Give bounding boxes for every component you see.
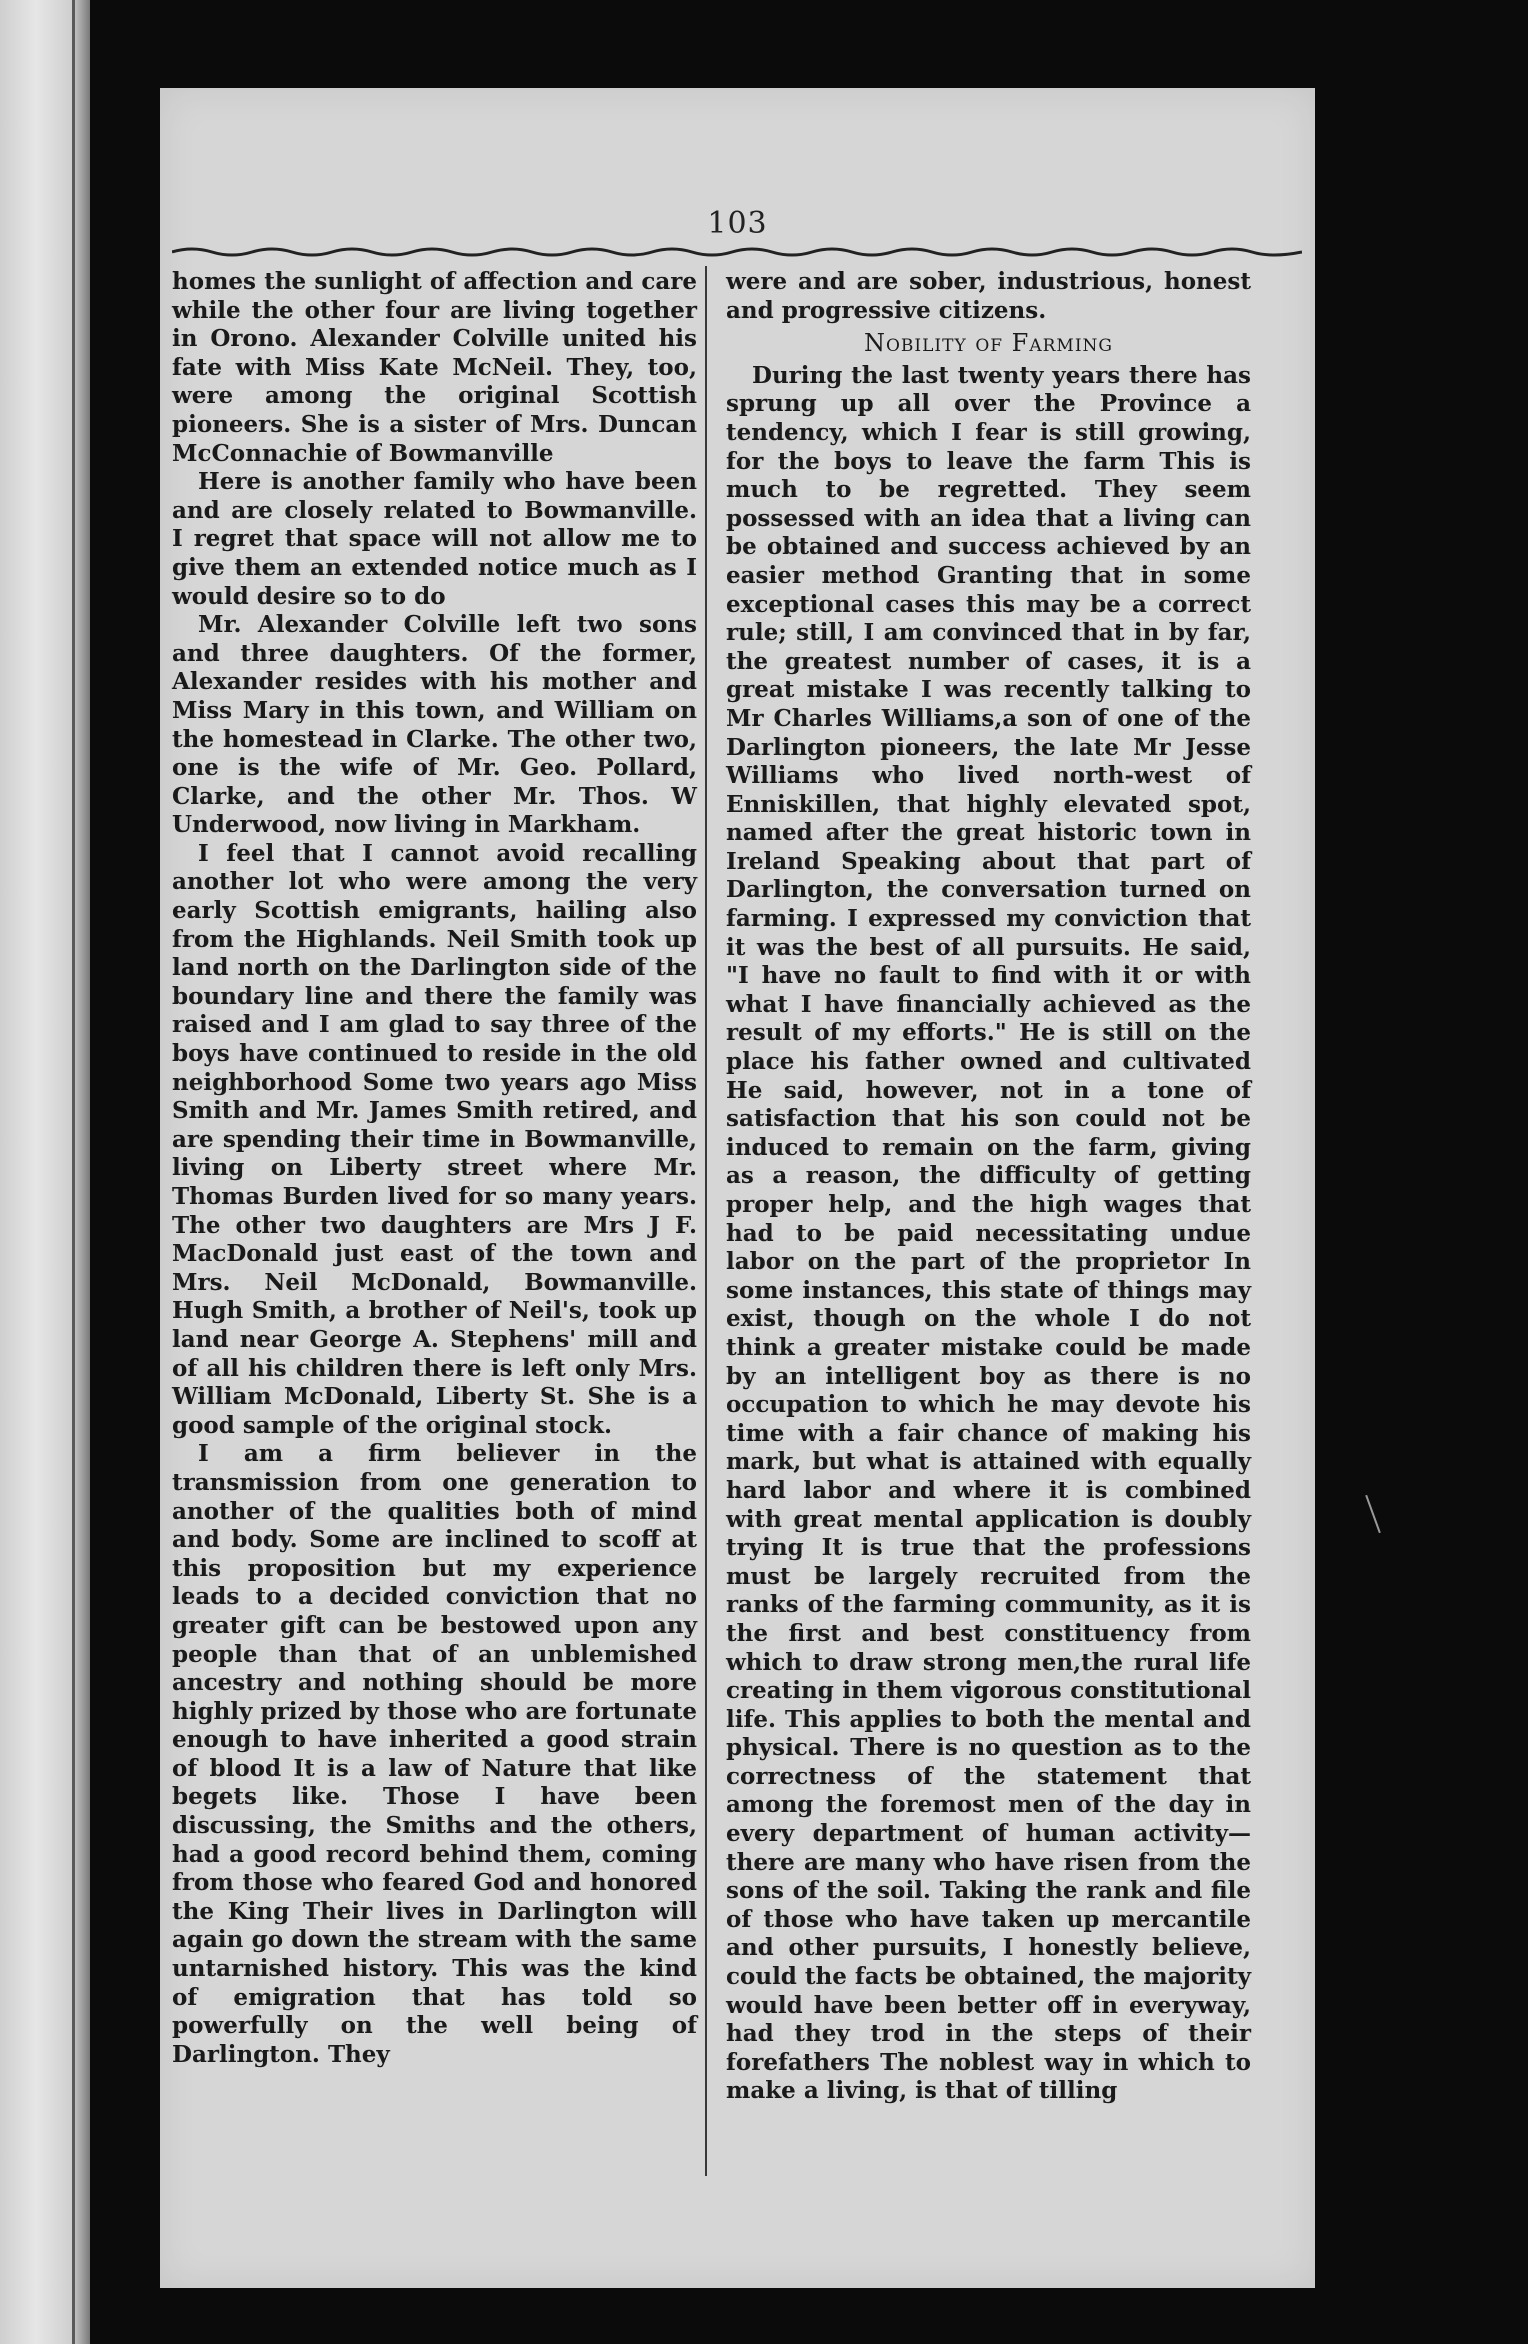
- header-wavy-rule: [172, 238, 1302, 268]
- margin-pencil-mark: [1365, 1495, 1381, 1533]
- page-number: 103: [707, 206, 768, 241]
- book-page: [160, 88, 1315, 2288]
- right-text-column: [726, 268, 1251, 2106]
- page-gutter-line: [72, 0, 75, 2344]
- paragraph: During the last twenty years there has sprung up all over the Province a tendency, which I fear is still growing, for the boys to leave the farm This is much to be regretted. They seem possessed with an idea that a living can be obtained and success achieved by an easier method Granting that in some exceptional cases this may be a correct rule; still, I am convinced that in by far, the greatest number of cases, it is a great mistake I was recently talking to Mr Charles Williams,a son of one of the Darlington pioneers, the late Mr Jesse Williams who lived north-west of Enniskillen, that highly elevated spot, named after the great historic town in Ireland Speaking about that part of Darlington, the conversation turned on farming. I expressed my conviction that it was the best of all pursuits. He said, "I have no fault to find with it or with what I have financially achieved as the result of my efforts." He is still on the place his father owned and cultivated He said, however, not in a tone of satisfaction that his son could not be induced to remain on the farm, giving as a reason, the difficulty of getting proper help, and the high wages that had to be paid necessitating undue labor on the part of the proprietor In some instances, this state of things may exist, though on the whole I do not think a greater mistake could be made by an intelligent boy as there is no occupation to which he may devote his time with a fair chance of making his mark, but what is attained with equally hard labor and where it is combined with great mental application is doubly trying It is true that the professions must be largely recruited from the ranks of the farming community, as it is the first and best constituency from which to draw strong men,the rural life creating in them vigorous constitutional life. This applies to both the mental and physical. There is no question as to the correctness of the statement that among the foremost men of the day in every department of human activity—there are many who have risen from the sons of the soil. Taking the rank and file of those who have taken up mercantile and other pursuits, I honestly believe, could the facts be obtained, the majority would have been better off in everyway, had they trod in the steps of their forefathers The noblest way in which to make a living, is that of tilling: [726, 361, 1251, 2105]
- paragraph: I am a firm believer in the transmission from one generation to another of the qualities both of mind and body. Some are inclined to scoff at this proposition but my experience leads to a decided conviction that no greater gift can be bestowed upon any people than that of an unblemished ancestry and nothing should be more highly prized by those who are fortunate enough to have inherited a good strain of blood It is a law of Nature that like begets like. Those I have been discussing, the Smiths and the others, had a good record behind them, coming from those who feared God and honored the King Their lives in Darlington will again go down the stream with the same untarnished history. This was the kind of emigration that has told so powerfully on the well being of Darlington. They: [172, 1440, 697, 2068]
- paragraph: homes the sunlight of affection and care while the other four are living together in Orono. Alexander Colville united his fate with Miss Kate McNeil. They, too, were among the original Scottish pioneers. She is a sister of Mrs. Duncan McConnachie of Bowmanville: [172, 268, 697, 467]
- paragraph: Here is another family who have been and are closely related to Bowmanville. I regret that space will not allow me to give them an extended notice much as I would desire so to do: [172, 468, 697, 610]
- paragraph: Mr. Alexander Colville left two sons and three daughters. Of the former, Alexander resides with his mother and Miss Mary in this town, and William on the homestead in Clarke. The other two, one is the wife of Mr. Geo. Pollard, Clarke, and the other Mr. Thos. W Underwood, now living in Markham.: [172, 611, 697, 839]
- section-heading: Nobility of Farming: [863, 329, 1113, 358]
- paragraph: were and are sober, industrious, honest and progressive citizens.: [726, 268, 1251, 324]
- paragraph: I feel that I cannot avoid recalling another lot who were among the very early Scottish emigrants, hailing also from the Highlands. Neil Smith took up land north on the Darlington side of the boundary line and there the family was raised and I am glad to say three of the boys have continued to reside in the old neighborhood Some two years ago Miss Smith and Mr. James Smith retired, and are spending their time in Bowmanville, living on Liberty street where Mr. Thomas Burden lived for so many years. The other two daughters are Mrs J F. MacDonald just east of the town and Mrs. Neil McDonald, Bowmanville. Hugh Smith, a brother of Neil's, took up land near George A. Stephens' mill and of all his children there is left only Mrs. William McDonald, Liberty St. She is a good sample of the original stock.: [172, 839, 697, 1439]
- facing-page-edge: [0, 0, 90, 2344]
- left-text-column: [172, 268, 697, 2069]
- column-divider: [705, 266, 707, 2176]
